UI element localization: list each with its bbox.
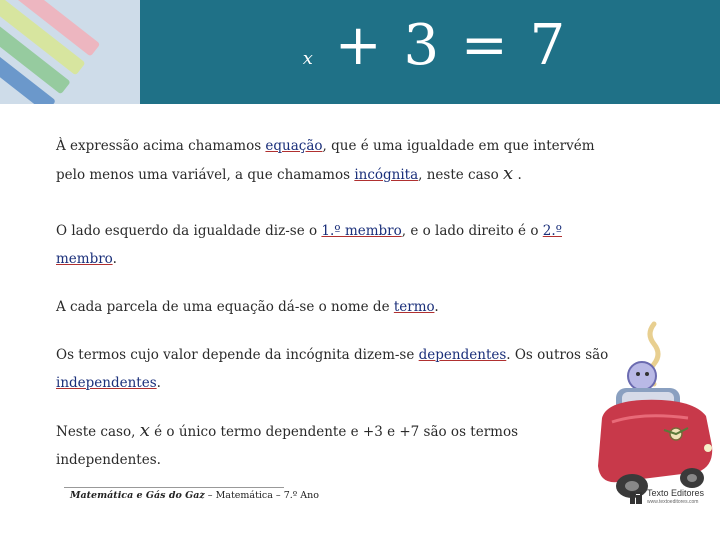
- text-span: . Os outros são: [506, 347, 609, 363]
- footer-book-title: Matemática e Gás do Gaz: [70, 490, 205, 501]
- keyword-equacao: equação: [265, 138, 323, 154]
- text-span: , neste caso: [418, 167, 504, 183]
- main-content: [56, 132, 616, 474]
- text-span: é o único termo dependente e +3 e +7 são os termos independentes.: [56, 424, 519, 468]
- paragraph-neste-caso: [56, 417, 616, 474]
- text-span: A cada parcela de uma equação dá-se o nome de: [56, 299, 394, 315]
- text-span: Os termos cujo valor depende da incógnita dizem-se: [56, 347, 419, 363]
- page-title: [150, 6, 720, 99]
- footer-subject: – Matemática – 7.º Ano: [204, 490, 319, 501]
- text-span: Neste caso,: [56, 424, 140, 440]
- title-variable: x: [302, 48, 315, 69]
- book-icon: [630, 490, 644, 504]
- footer-divider: [64, 487, 284, 488]
- keyword-segundo-membro: 2.º membro: [56, 223, 562, 267]
- variable-x: x: [139, 420, 150, 441]
- text-span: .: [434, 299, 439, 315]
- cartoon-car-illustration: [592, 318, 720, 510]
- variable-x: x: [503, 163, 514, 184]
- text-span: .: [112, 251, 117, 267]
- text-span: À expressão acima chamamos: [56, 138, 266, 154]
- text-span: .: [156, 375, 161, 391]
- keyword-independentes: independentes: [56, 375, 157, 391]
- footer-text: [70, 490, 319, 501]
- paragraph-dependentes: [56, 341, 616, 397]
- title-expression: + 3 = 7: [334, 13, 568, 78]
- keyword-incognita: incógnita: [354, 167, 419, 183]
- text-span: , e o lado direito é o: [401, 223, 543, 239]
- paragraph-termo: [56, 293, 616, 321]
- text-span: O lado esquerdo da igualdade diz-se o: [56, 223, 322, 239]
- keyword-dependentes: dependentes: [418, 347, 507, 363]
- chalk-image: [0, 0, 140, 104]
- paragraph-equation: [56, 132, 616, 189]
- publisher-name: Texto Editores: [647, 488, 705, 498]
- publisher-url: www.textoeditores.com: [647, 499, 699, 505]
- header-banner: [0, 0, 720, 104]
- publisher-logo: [630, 488, 716, 510]
- paragraph-membros: [56, 217, 616, 273]
- keyword-termo: termo: [393, 299, 435, 315]
- keyword-primeiro-membro: 1.º membro: [321, 223, 402, 239]
- text-span: .: [513, 167, 522, 183]
- text-span: , que é uma igualdade em que intervém pelo menos uma variável, a que chamamos: [56, 138, 595, 183]
